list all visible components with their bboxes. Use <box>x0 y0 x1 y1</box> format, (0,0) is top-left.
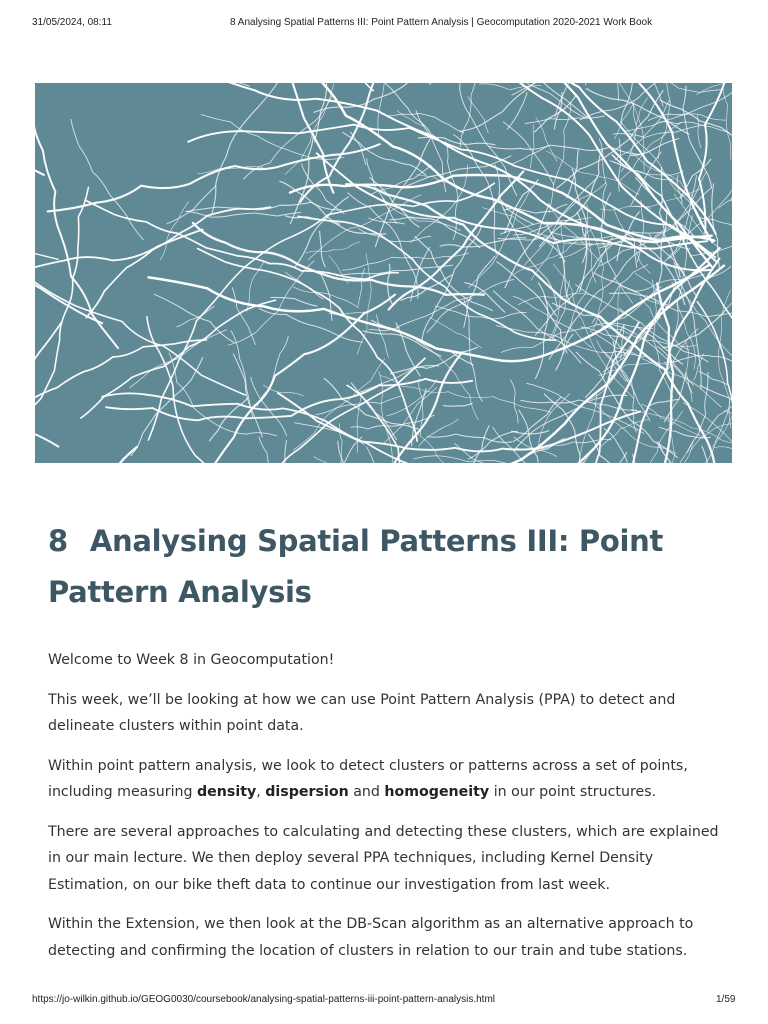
main-road <box>347 385 538 463</box>
minor-road <box>530 125 534 168</box>
main-road <box>35 187 88 463</box>
main-road <box>147 317 306 463</box>
minor-road <box>422 226 482 340</box>
paragraph-extension: Within the Extension, we then look at the DB-Scan algorithm as an alternative approach to detecting and confirming the location of clusters in relation to our train and tube stations. <box>48 916 694 959</box>
minor-road <box>546 222 570 302</box>
minor-road <box>636 98 648 124</box>
minor-road <box>536 117 557 161</box>
minor-road <box>687 372 708 452</box>
minor-road <box>357 253 371 354</box>
chapter-number: 8 <box>48 524 68 558</box>
ppa-separator-2: and <box>348 784 385 800</box>
minor-road <box>376 315 388 358</box>
minor-road <box>634 239 636 267</box>
minor-road <box>212 84 277 215</box>
minor-road <box>259 437 287 463</box>
minor-road <box>731 152 732 201</box>
minor-road <box>594 273 636 292</box>
minor-road <box>468 97 488 133</box>
minor-road <box>727 280 732 308</box>
road-network-map <box>35 83 732 463</box>
minor-road <box>416 340 478 420</box>
main-road <box>35 447 137 463</box>
minor-road <box>169 353 276 436</box>
arterial-road <box>699 83 732 233</box>
term-homogeneity: homogeneity <box>384 784 490 800</box>
main-road <box>35 142 44 175</box>
ppa-separator-1: , <box>256 784 266 800</box>
minor-road <box>651 445 691 463</box>
main-road <box>35 140 102 324</box>
minor-road <box>358 269 365 307</box>
minor-road <box>604 429 635 464</box>
page-url: https://jo-wilkin.github.io/GEOG0030/coursebook/analysing-spatial-patterns-iii-point-pattern-analysis.html <box>32 994 495 1005</box>
main-road <box>697 302 732 463</box>
minor-road <box>257 336 288 406</box>
paragraph-welcome: Welcome to Week 8 in Geocomputation! <box>48 652 335 668</box>
minor-road <box>167 186 216 224</box>
minor-road <box>686 342 692 402</box>
minor-road <box>251 377 287 435</box>
minor-road <box>585 83 658 85</box>
minor-road <box>71 119 143 239</box>
main-road <box>35 242 245 395</box>
minor-road <box>372 83 431 134</box>
minor-road <box>507 93 527 129</box>
chapter-intro <box>48 647 720 977</box>
print-header <box>0 17 768 31</box>
paragraph-ppa-description <box>48 753 720 806</box>
main-road <box>48 144 380 211</box>
minor-road <box>187 211 300 217</box>
main-road <box>35 323 61 463</box>
minor-road <box>306 242 360 253</box>
main-road <box>35 406 58 447</box>
minor-road <box>342 253 468 270</box>
minor-road <box>726 83 732 99</box>
minor-road <box>494 397 550 412</box>
minor-road <box>714 447 732 453</box>
minor-road <box>444 403 473 406</box>
main-road <box>86 207 270 318</box>
term-dispersion: dispersion <box>265 784 349 800</box>
ppa-text-2: in our point structures. <box>489 784 657 800</box>
minor-road <box>460 83 493 147</box>
minor-road <box>719 194 732 208</box>
paragraph-approaches: There are several approaches to calculating and detecting these clusters, which are explained in our main lecture. We then deploy several PPA techniques, including Kernel Density Estimation, on our bike theft data to continue our investigation from last week. <box>48 823 719 893</box>
minor-road <box>408 424 468 463</box>
minor-road <box>101 83 250 86</box>
ppa-text-1: Within point pattern analysis, we look to detect clusters or patterns across a set of points, including measuring <box>48 757 688 800</box>
print-document-title: 8 Analysing Spatial Patterns III: Point Pattern Analysis | Geocomputation 2020-2021 Work Book <box>230 17 653 28</box>
arterial-road <box>371 83 716 234</box>
minor-road <box>626 114 726 131</box>
print-datetime: 31/05/2024, 08:11 <box>32 17 112 28</box>
term-density: density <box>197 784 257 800</box>
minor-road <box>620 309 708 362</box>
page-number: 1/59 <box>716 994 736 1005</box>
paragraph-overview: This week, we’ll be looking at how we can use Point Pattern Analysis (PPA) to detect and delineate clusters within point data. <box>48 691 676 734</box>
main-road <box>35 109 118 349</box>
minor-road <box>428 434 513 442</box>
minor-road <box>460 83 538 131</box>
minor-road <box>430 318 482 349</box>
minor-road <box>556 334 573 370</box>
minor-road <box>290 133 313 224</box>
minor-road <box>271 297 317 306</box>
minor-road <box>589 435 638 463</box>
minor-road <box>519 410 541 463</box>
minor-road <box>468 431 517 459</box>
minor-road <box>294 359 385 450</box>
chapter-title-text: Analysing Spatial Patterns III: Point Pattern Analysis <box>48 524 664 609</box>
minor-road <box>510 380 518 423</box>
chapter-title <box>48 516 728 618</box>
main-road <box>35 230 203 405</box>
minor-road <box>497 262 567 353</box>
minor-road <box>435 306 526 319</box>
road-network-banner-image <box>35 83 732 463</box>
minor-road <box>697 83 732 95</box>
minor-road <box>639 411 683 463</box>
minor-road <box>699 371 727 384</box>
main-road <box>346 184 717 463</box>
minor-road <box>613 83 625 101</box>
